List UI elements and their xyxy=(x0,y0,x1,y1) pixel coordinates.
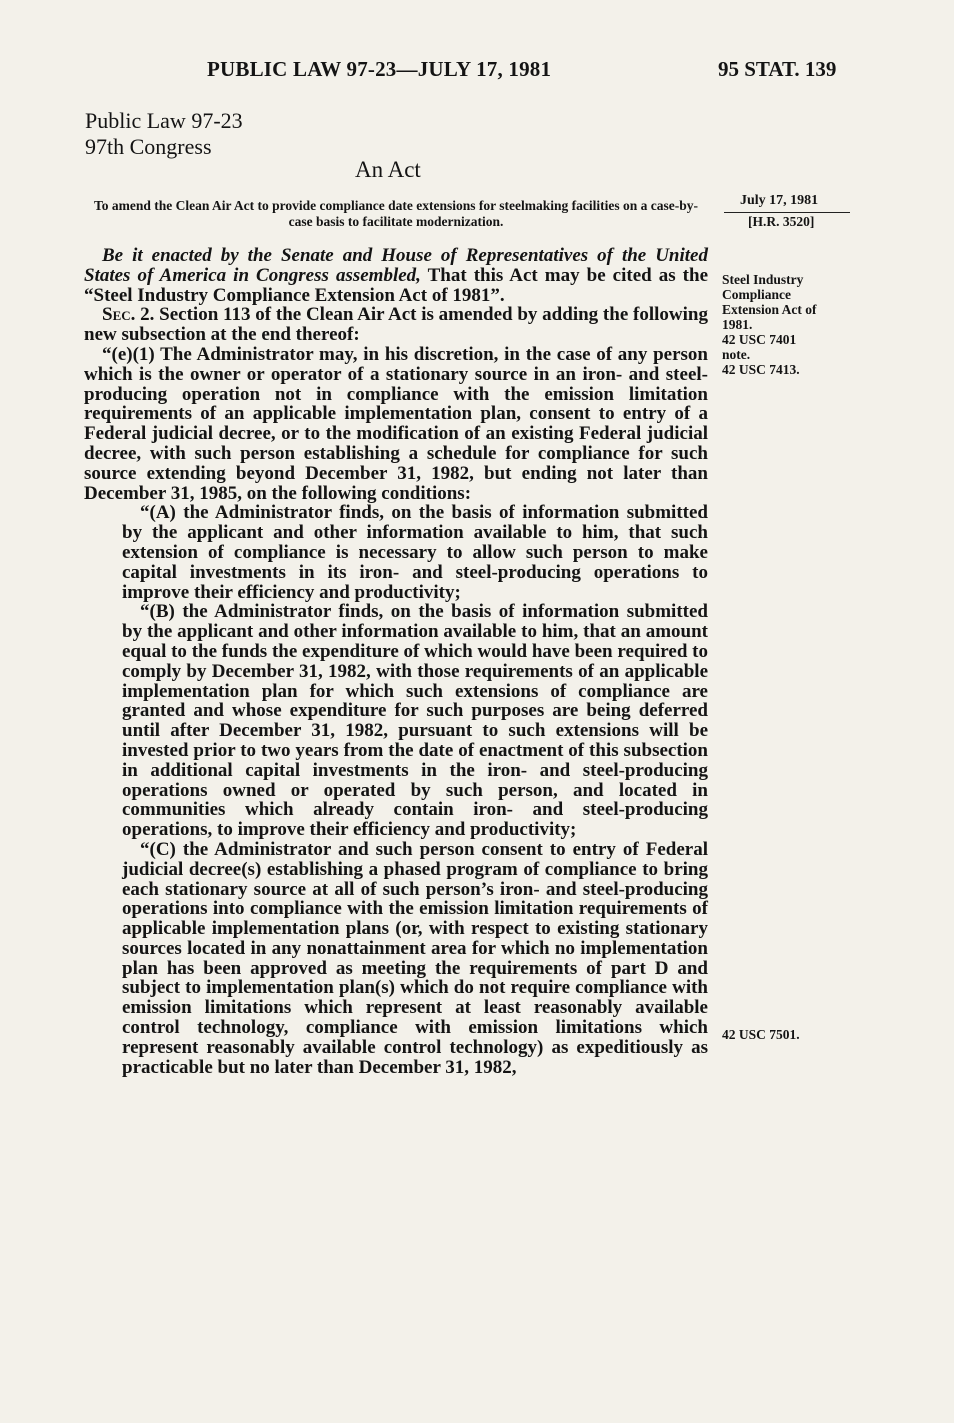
margin-note-line: 1981. xyxy=(722,317,753,332)
enactment-date: July 17, 1981 xyxy=(740,193,819,208)
bill-number: [H.R. 3520] xyxy=(748,214,815,229)
statute-page-number: 95 STAT. 139 xyxy=(718,57,837,81)
margin-note-line: Compliance xyxy=(722,287,791,302)
short-title-clause: That this Act may be cited as the “Steel Industry Compliance Extension Act of 1981”. xyxy=(84,264,708,306)
section-2-text: Section 113 of the Clean Air Act is amended by adding the following new subsection at the end thereof: xyxy=(84,304,708,346)
condition-b: “(B) the Administrator finds, on the basis of information submitted by the applicant and other information available to him, that an amount equal to the funds the expenditure of which would have been required to comply by December 31, 1982, with those requirements of an applicable implementation plan for which such extensions of compliance are granted and whose expenditure for such purposes are being deferred until after December 31, 1982, pursuant to such extensions will be invested prior to two years from the date of enactment of this subsection in additional capital investments in the iron- and steel-producing operations owned or operated by such person, and located in communities which already contain iron- and steel-producing operations, to improve their efficiency and productivity; xyxy=(122,601,708,841)
margin-notes xyxy=(722,272,857,377)
section-label: Sec. 2. xyxy=(102,304,155,326)
margin-note-usc-7501: 42 USC 7501. xyxy=(722,1027,800,1042)
margin-note-line: Extension Act of xyxy=(722,302,817,317)
running-head: PUBLIC LAW 97-23—JULY 17, 1981 xyxy=(207,57,552,81)
enacting-paragraph xyxy=(84,246,708,305)
margin-note-line: 42 USC 7401 xyxy=(722,332,797,347)
subsection-e1: “(e)(1) The Administrator may, in his discretion, in the case of any person which is the owner or operator of a stationary source in an iron- and steel-producing operation not in compliance with the emission limitation requirements of an applicable implementation plan, consent to entry of a Federal judicial decree, or to the modification of an existing Federal judicial decree, with such person establishing a schedule for compliance for such source extending beyond December 31, 1982, but ending not later than December 31, 1985, on the following conditions: xyxy=(84,343,708,504)
margin-note-line: note. xyxy=(722,347,751,362)
margin-note-line: 42 USC 7413. xyxy=(722,362,800,377)
act-purpose: To amend the Clean Air Act to provide compliance date extensions for steelmaking facilities on a case-by-case basis to facilitate modernization. xyxy=(94,198,698,229)
public-law-number: Public Law 97-23 xyxy=(85,108,243,133)
date-rule xyxy=(724,212,850,213)
condition-a: “(A) the Administrator finds, on the basis of information submitted by the applicant and other information available to him, that such extension of compliance is necessary to allow such person to make capital investments in its iron- and steel-producing operations to improve their efficiency and productivity; xyxy=(122,502,708,603)
condition-c: “(C) the Administrator and such person consent to entry of Federal judicial decree(s) establishing a phased program of compliance to bring each stationary source at all of such person’s iron- and steel-producing operations into compliance with the emission limitation requirements of applicable implementation plans (or, with respect to existing stationary sources located in any nonattainment area for which no implementation plan has been approved as meeting the requirements of part D and subject to implementation plan(s) which do not require compliance with emission limitations which represent at least reasonably available control technology, compliance with emission limitations which represent reasonably available control technology) as expeditiously as practicable but no later than December 31, 1982, xyxy=(122,838,708,1078)
section-2 xyxy=(84,305,708,345)
margin-note-line: Steel Industry xyxy=(722,272,804,287)
act-title: An Act xyxy=(355,157,421,182)
act-body xyxy=(84,246,708,1077)
law-identifier xyxy=(85,108,243,160)
enacting-clause: Be it enacted by the Senate and House of Representatives of the United States of America in Congress assembled, xyxy=(84,245,708,286)
congress-number: 97th Congress xyxy=(85,134,212,159)
